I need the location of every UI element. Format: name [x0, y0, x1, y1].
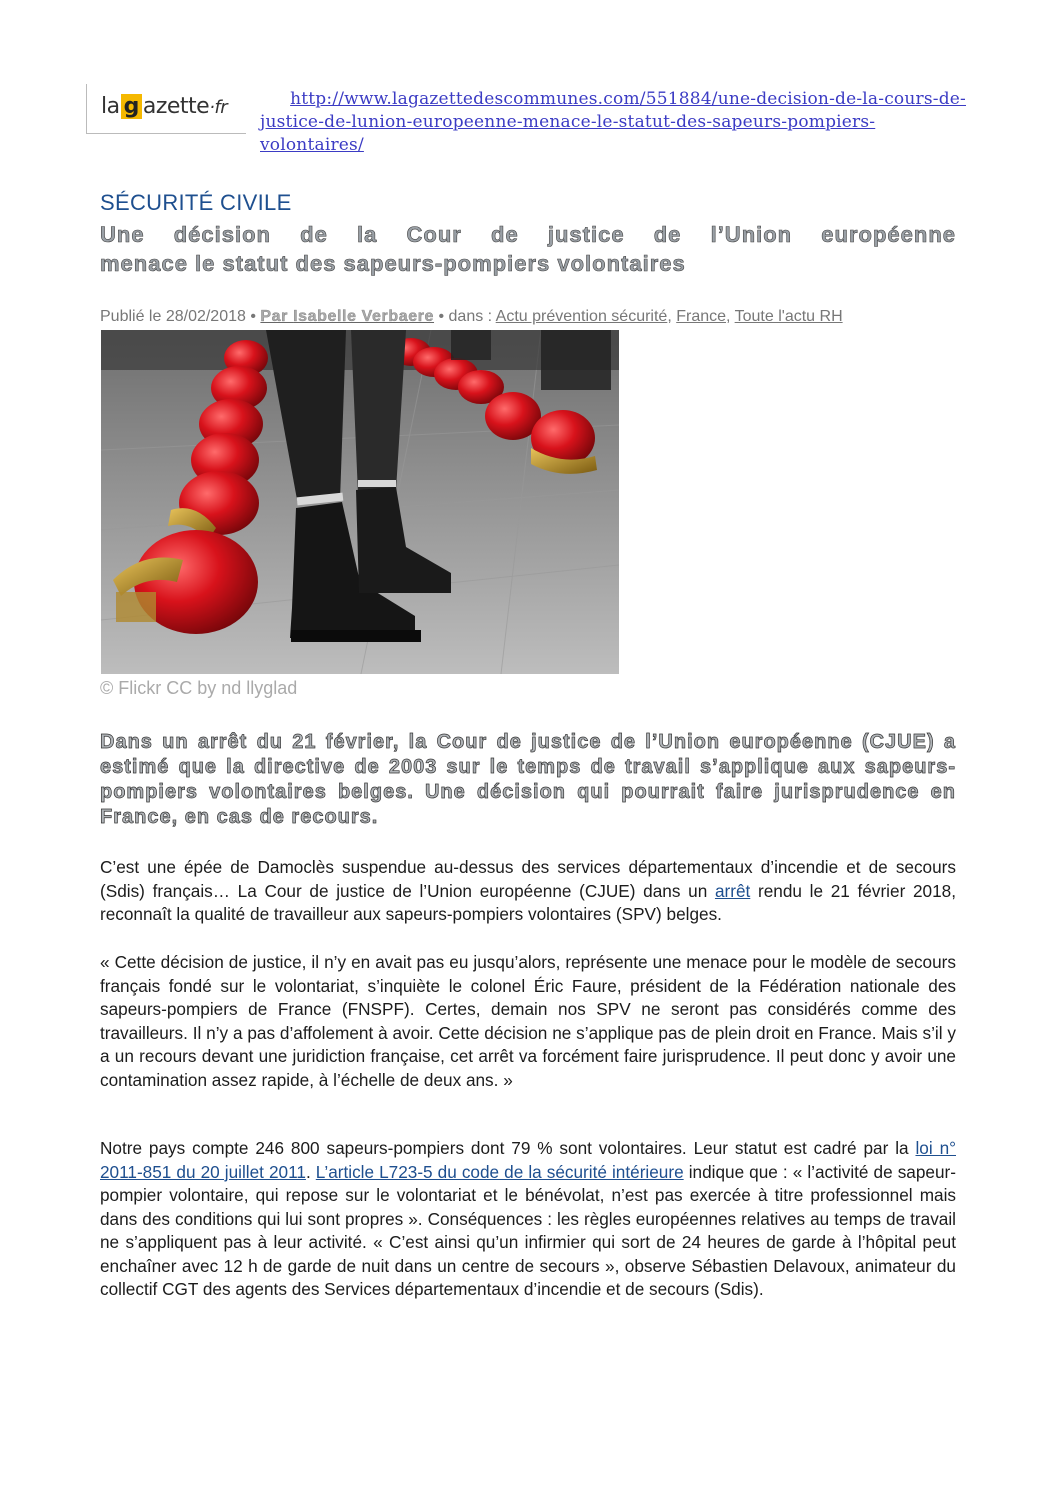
paragraph-1	[100, 856, 956, 927]
logo-main: azette	[142, 94, 210, 119]
meta-separator: • dans :	[434, 308, 496, 325]
source-url-link[interactable]	[260, 88, 966, 157]
gazette-logo[interactable]	[86, 84, 246, 134]
source-url-line-2[interactable]: justice-de-lunion-europeenne-menace-le-statut-des-sapeurs-pompiers-volontaires/	[260, 112, 876, 155]
paragraph-3-text-c: indique que : « l’activité de sapeur-pompier volontaire, qui repose sur le volontariat et le bénévolat, n’est pas exercée à titre professionnel mais dans des conditions qui lui sont propres ». Conséquences : les règles européennes relatives au temps de travail ne s’appliquent pas à leur activité. « C’est ainsi qu’un infirmier qui sort de 24 heures de garde à l’hôpital peut enchaîner avec 12 h de garde de nuit dans un centre de secours », observe Sébastien Delavoux, animateur du collectif CGT des agents des Services départementaux d’incendie et de secours (Sdis).	[100, 1161, 956, 1299]
page-header	[86, 84, 966, 155]
paragraph-1-text-a: C’est une épée de Damoclès suspendue au-dessus des services départementaux d’incendie et de secours (Sdis) français… La Cour de justice de l’Union européenne (CJUE) dans un	[100, 857, 956, 901]
author-link[interactable]	[260, 308, 434, 325]
paragraph-3	[100, 1137, 956, 1302]
category-link-prevention[interactable]: Actu prévention sécurité	[495, 308, 668, 325]
publish-date: Publié le 28/02/2018	[100, 308, 246, 325]
logo-prefix: la	[101, 94, 120, 119]
source-url-line-1[interactable]: http://www.lagazettedescommunes.com/551884/une-decision-de-la-cours-de-	[290, 89, 966, 109]
paragraph-3-text-b: .	[305, 1161, 316, 1182]
paragraph-2: « Cette décision de justice, il n’y en avait pas eu jusqu’alors, représente une menace pour le modèle de secours français fondé sur le volontariat, s’inquiète le colonel Éric Faure, président de la Fédération nationale des sapeurs-pompiers de France (FNSPF). Certes, demain nos SPV ne seront pas considérés comme des travailleurs. Il n’y a pas d’affolement à avoir. Cette décision ne s’applique pas de plein droit en France. Mais s’il y a un recours devant une juridiction française, cet arrêt va forcément faire jurisprudence. Il peut donc y avoir une contamination assez rapide, à l’échelle de deux ans. »	[100, 952, 956, 1090]
article-title	[100, 220, 956, 278]
article-meta	[100, 308, 843, 326]
logo-g-mark: g	[121, 94, 142, 119]
meta-comma: ,	[667, 308, 677, 325]
paragraph-3-text-a: Notre pays compte 246 800 sapeurs-pompiers dont 79 % sont volontaires. Leur statut est cadré par la	[100, 1138, 916, 1158]
logo-suffix: ·fr	[209, 97, 228, 118]
category-link-france[interactable]: France	[676, 308, 727, 325]
article-title-line-1: Une décision de la Cour de justice de l’Union européenne	[100, 222, 956, 247]
meta-separator: •	[245, 308, 261, 325]
paragraph-1-text-b: rendu le 21 février 2018, reconnaît la qualité de travailleur aux sapeurs-pompiers volontaires (SPV) belges.	[100, 880, 956, 924]
article-code-link[interactable]: L’article L723-5 du code de la sécurité intérieure	[315, 1161, 684, 1182]
loi-link[interactable]: loi n° 2011-851 du 20 juillet 2011	[100, 1138, 956, 1182]
section-label: SÉCURITÉ CIVILE	[100, 190, 292, 215]
author-prefix: Par	[260, 308, 294, 325]
meta-comma: ,	[726, 308, 735, 325]
author-name[interactable]: Isabelle Verbaere	[293, 308, 435, 325]
photo-caption: © Flickr CC by nd llyglad	[100, 678, 298, 698]
article-photo	[101, 330, 619, 674]
logo-wordmark	[101, 94, 227, 119]
firefighter-helmets-image	[101, 330, 619, 674]
arret-link[interactable]: arrêt	[714, 880, 751, 901]
article-lead: Dans un arrêt du 21 février, la Cour de justice de l’Union européenne (CJUE) a estimé que la directive de 2003 sur le temps de travail s’applique aux sapeurs-pompiers volontaires belges. Une décision qui pourrait faire jurisprudence en France, en cas de recours.	[100, 731, 956, 828]
category-link-rh[interactable]: Toute l'actu RH	[734, 308, 843, 325]
article-title-line-2: menace le statut des sapeurs-pompiers volontaires	[100, 251, 686, 276]
